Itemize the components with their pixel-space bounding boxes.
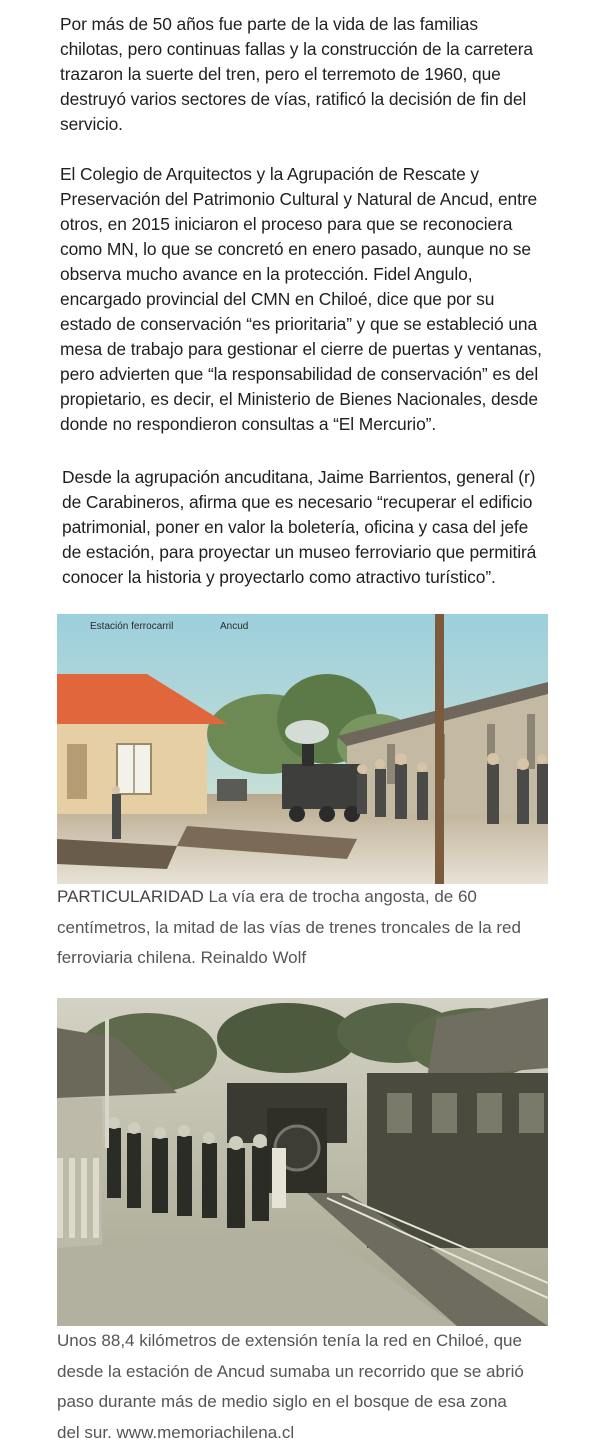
caption-body: La vía era de trocha angosta, de 60 centímetros, la mitad de las vías de trenes troncales de la red ferroviaria chilena. Reinaldo Wolf bbox=[57, 887, 521, 967]
article-paragraph-3: Desde la agrupación ancuditana, Jaime Barrientos, general (r) de Carabineros, afirma que es necesario “recuperar el edificio patrimonial, poner en valor la boletería, oficina y casa del jefe de estación, para proyectar un museo ferroviario que permitirá conocer la historia y proyectarlo como atractivo turístico”. bbox=[62, 467, 537, 587]
caption-lead: PARTICULARIDAD bbox=[57, 887, 204, 906]
train-sepia-photo bbox=[57, 998, 548, 1326]
article-paragraph-1: Por más de 50 años fue parte de la vida de las familias chilotas, pero continuas fallas y la construcción de la carretera trazaron la suerte del tren, pero el terremoto de 1960, que destruyó varios sectores de vías, ratificó la decisión de fin del servicio. bbox=[60, 14, 533, 134]
postcard-label-ancud: Ancud bbox=[220, 621, 249, 632]
article-paragraph-2: El Colegio de Arquitectos y la Agrupación de Rescate y Preservación del Patrimonio Cultural y Natural de Ancud, entre otros, en 2015 iniciaron el proceso para que se reconociera como MN, lo que se concretó en enero pasado, aunque no se observa mucho avance en la protección. Fidel Angulo, encargado provincial del CMN en Chiloé, dice que por su estado de conservación “es prioritaria” y que se estableció una mesa de trabajo para gestionar el cierre de puertas y ventanas, pero advierten que “la responsabilidad de conservación” es del propietario, es decir, el Ministerio de Bienes Nacionales, desde donde no respondieron consultas a “El Mercurio”. bbox=[60, 164, 542, 434]
photo-2-caption: Unos 88,4 kilómetros de extensión tenía la red en Chiloé, que desde la estación de Ancud sumaba un recorrido que se abrió paso durante más de medio siglo en el bosque de esa zona del sur. www.memoriachilena.cl bbox=[57, 1331, 524, 1442]
station-postcard-photo bbox=[57, 614, 548, 884]
photo-1-caption bbox=[57, 882, 552, 974]
postcard-label-station: Estación ferrocarril bbox=[90, 621, 174, 632]
